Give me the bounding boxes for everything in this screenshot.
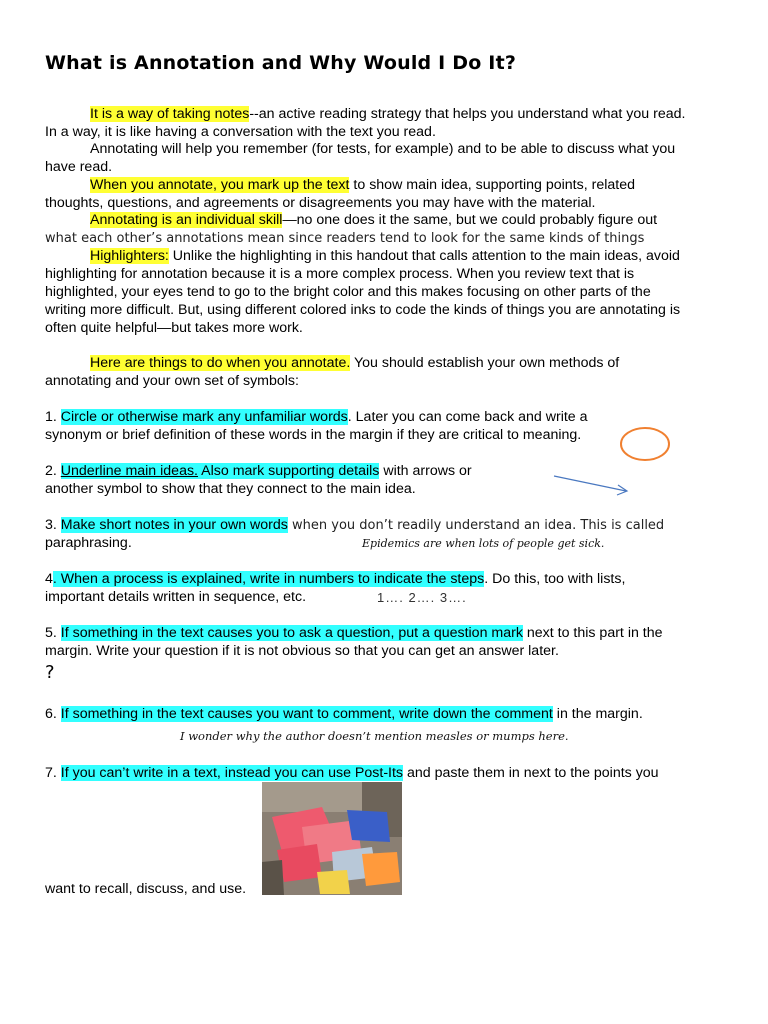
text: Also mark supporting details	[198, 463, 380, 479]
text: Unlike the highlighting in this handout that calls attention to the main ideas, avoid	[168, 248, 680, 264]
intro-line: often quite helpful—but takes more work.	[45, 320, 303, 336]
intro-line	[90, 106, 685, 123]
intro-line	[90, 212, 657, 229]
intro-line: thoughts, questions, and agreements or disagreements you may have with the material.	[45, 195, 596, 211]
intro-line: writing more difficult. But, using different colored inks to code the kinds of things you are annotating is	[45, 302, 681, 318]
item-number: 3.	[45, 517, 61, 533]
list-item	[45, 625, 663, 642]
page-title: What is Annotation and Why Would I Do It?	[45, 52, 517, 74]
item-number: 2.	[45, 463, 61, 479]
intro-line	[90, 355, 619, 372]
item-number: 6.	[45, 706, 61, 722]
item-number: 7.	[45, 765, 61, 781]
list-item-line: want to recall, discuss, and use.	[45, 881, 247, 897]
highlight: Circle or otherwise mark any unfamiliar words	[60, 409, 348, 425]
list-item-line: synonym or brief definition of these words in the margin if they are critical to meaning.	[45, 427, 582, 443]
text: when you don’t readily understand an idea. This is called	[287, 518, 665, 533]
highlight	[61, 463, 380, 479]
text: —no one does it the same, but we could probably figure out	[282, 212, 658, 228]
highlight: Annotating is an individual skill	[90, 212, 283, 228]
list-item-line: important details written in sequence, etc.	[45, 589, 307, 605]
arrow-icon	[552, 470, 632, 500]
intro-line: what each other’s annotations mean since readers tend to look for the same kinds of things	[45, 231, 645, 246]
text: next to this part in the	[522, 625, 663, 641]
handwritten-note: I wonder why the author doesn’t mention measles or mumps here.	[180, 729, 569, 743]
text: --an active reading strategy that helps you understand what you read.	[249, 106, 686, 122]
list-item	[45, 463, 472, 480]
text: . Later you can come back and write a	[347, 409, 588, 425]
intro-line: Annotating will help you remember (for tests, for example) and to be able to discuss what you	[90, 141, 676, 157]
highlight: If something in the text causes you want to comment, write down the comment	[60, 706, 553, 722]
intro-line: have read.	[45, 159, 113, 175]
text: with arrows or	[379, 463, 472, 479]
highlight: Highlighters:	[90, 248, 169, 264]
item-number: 5.	[45, 625, 61, 641]
list-item	[45, 517, 664, 534]
text: in the margin.	[552, 706, 643, 722]
handwritten-note: Epidemics are when lots of people get sick.	[362, 537, 605, 550]
post-its-photo	[262, 782, 402, 895]
item-number: 4	[45, 571, 53, 587]
highlight: Make short notes in your own words	[60, 517, 288, 533]
list-item-line: margin. Write your question if it is not obvious so that you can get an answer later.	[45, 643, 559, 659]
list-item-line: paraphrasing.	[45, 535, 132, 551]
text: and paste them in next to the points you	[403, 765, 659, 781]
intro-line	[90, 177, 635, 194]
list-item	[45, 706, 643, 723]
underlined-text: Underline main ideas.	[60, 463, 199, 479]
intro-line	[90, 248, 680, 265]
highlight: When you annotate, you mark up the text	[90, 177, 350, 193]
list-item	[45, 765, 659, 782]
highlight: If something in the text causes you to ask a question, put a question mark	[60, 625, 523, 641]
text: You should establish your own methods of	[350, 355, 620, 371]
text: . Do this, too with lists,	[484, 571, 626, 587]
highlight: Here are things to do when you annotate.	[90, 355, 351, 371]
intro-line: annotating and your own set of symbols:	[45, 373, 299, 389]
intro-line: In a way, it is like having a conversation with the text you read.	[45, 124, 436, 140]
list-item	[45, 571, 625, 588]
item-number: 1.	[45, 409, 61, 425]
highlight: It is a way of taking notes	[90, 106, 250, 122]
highlight: . When a process is explained, write in numbers to indicate the steps	[52, 571, 485, 587]
sequence-numbers: 1…. 2…. 3….	[377, 590, 467, 605]
list-item-line: another symbol to show that they connect to the main idea.	[45, 481, 416, 497]
intro-line: highlighting for annotation because it is a more complex process. When you review text that is	[45, 266, 635, 282]
highlight: If you can’t write in a text, instead you can use Post-Its	[60, 765, 404, 781]
text: to show main idea, supporting points, related	[349, 177, 635, 193]
list-item	[45, 409, 588, 426]
circle-mark-icon	[618, 424, 672, 464]
question-mark: ?	[45, 662, 55, 683]
intro-line: highlighted, your eyes tend to go to the bright color and this makes focusing on other parts of the	[45, 284, 651, 300]
